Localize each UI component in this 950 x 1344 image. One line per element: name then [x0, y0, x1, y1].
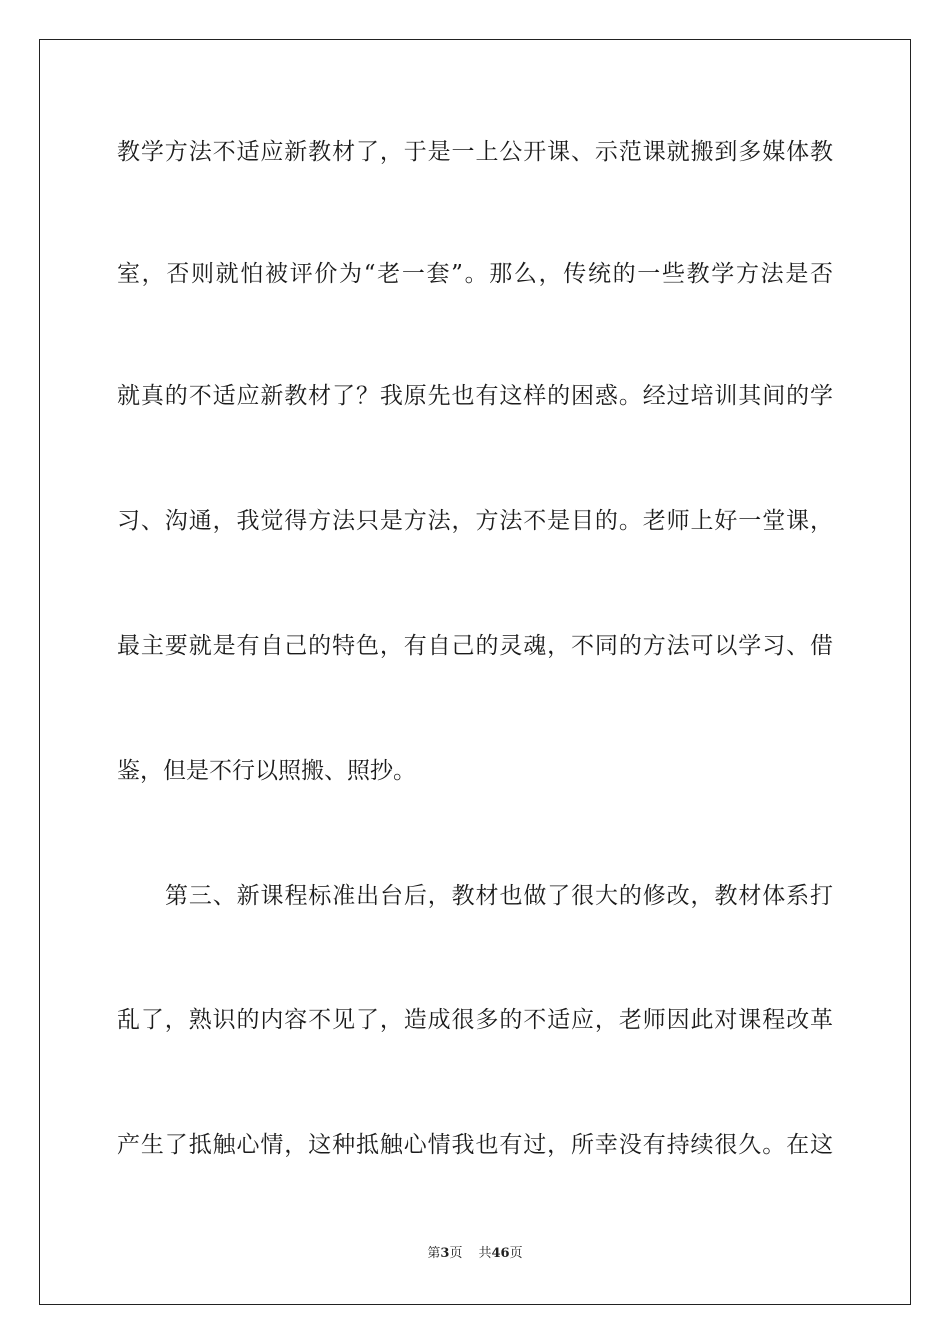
body-line-2: 室，否则就怕被评价为“老一套”。那么，传统的一些教学方法是否: [117, 261, 833, 287]
body-line-4: 习、沟通，我觉得方法只是方法，方法不是目的。老师上好一堂课，: [117, 508, 833, 534]
body-line-8: 乱了，熟识的内容不见了，造成很多的不适应，老师因此对课程改革: [117, 1007, 833, 1033]
body-line-1: 教学方法不适应新教材了，于是一上公开课、示范课就搬到多媒体教: [117, 139, 833, 165]
footer-total-pages: 46: [491, 1246, 510, 1261]
footer-page-suffix: 页: [449, 1246, 463, 1261]
page-border: [39, 39, 911, 1305]
page-footer: [0, 1245, 950, 1263]
footer-page-number: 3: [440, 1246, 450, 1261]
body-line-5: 最主要就是有自己的特色，有自己的灵魂，不同的方法可以学习、借: [117, 633, 833, 659]
body-line-3: 就真的不适应新教材了？我原先也有这样的困惑。经过培训其间的学: [117, 383, 833, 409]
body-line-9: 产生了抵触心情，这种抵触心情我也有过，所幸没有持续很久。在这: [117, 1132, 833, 1158]
body-line-6: 鉴，但是不行以照搬、照抄。: [117, 758, 416, 784]
footer-total-suffix: 页: [509, 1246, 523, 1261]
footer-total-prefix: 共: [478, 1246, 492, 1261]
body-line-7: 第三、新课程标准出台后，教材也做了很大的修改，教材体系打: [165, 883, 833, 909]
footer-page-prefix: 第: [427, 1246, 441, 1261]
